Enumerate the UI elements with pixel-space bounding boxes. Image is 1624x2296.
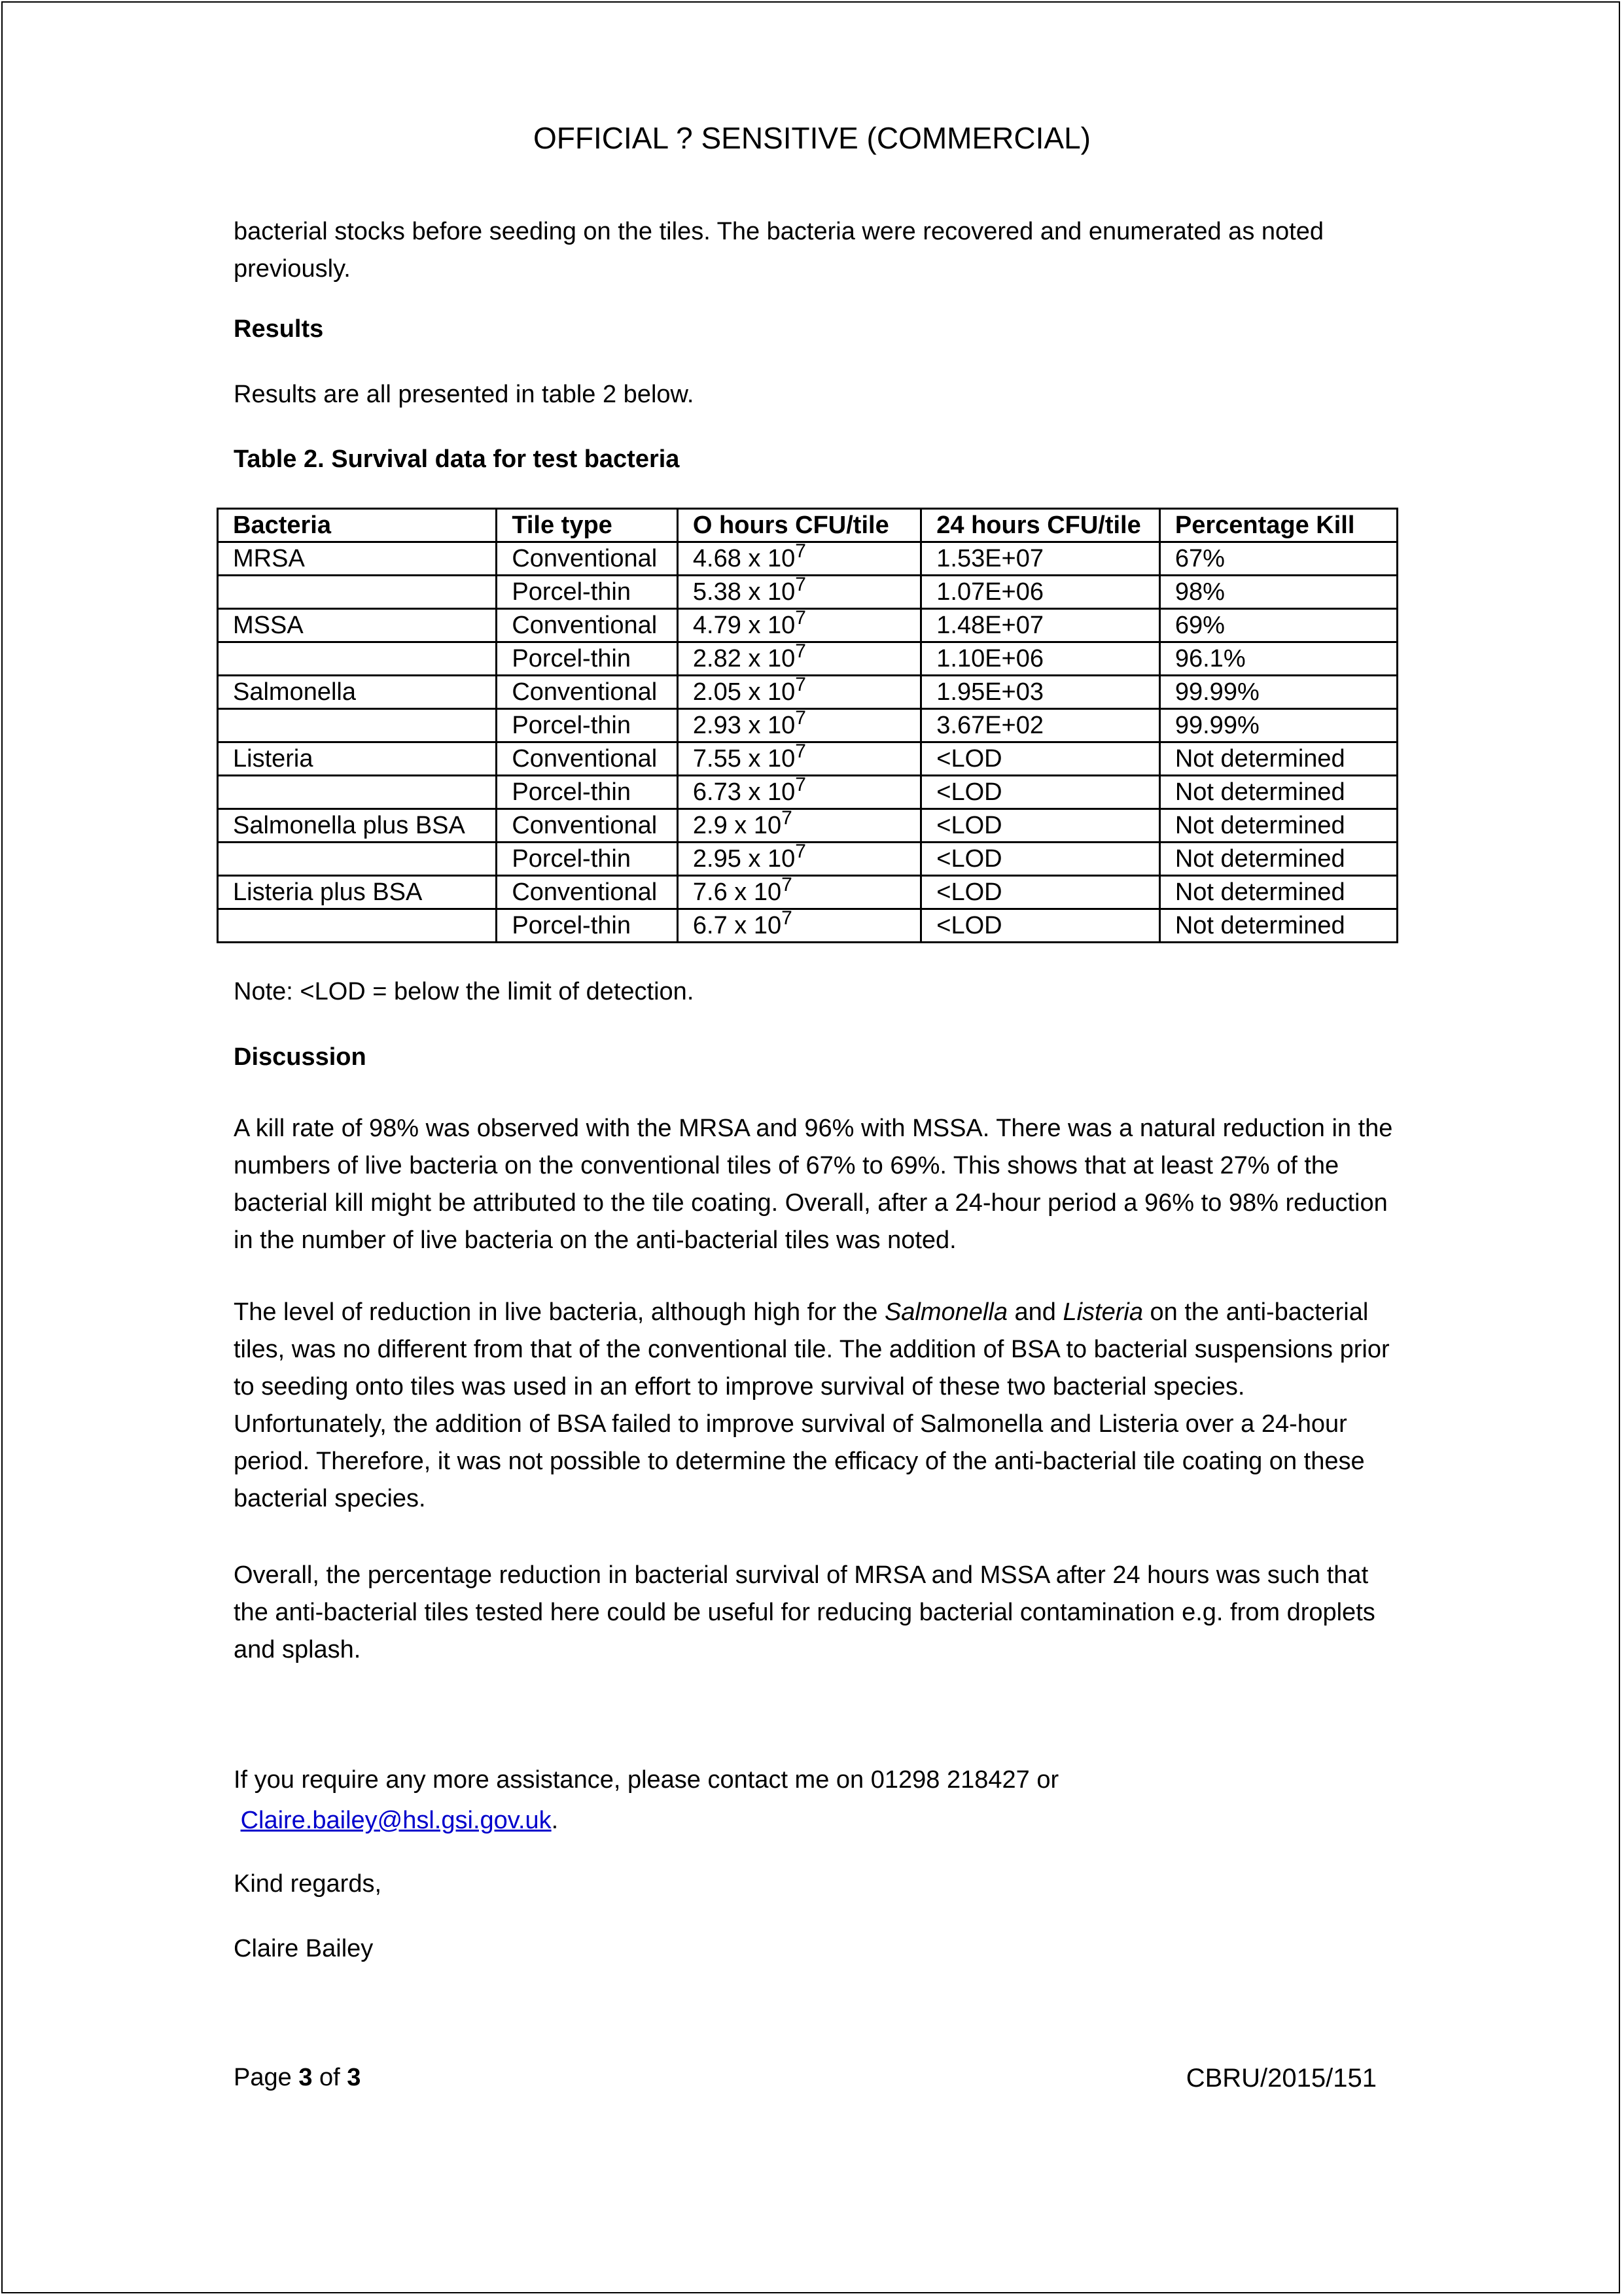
cell-percentage-kill [1159,742,1397,776]
cell-value: 2.05 x 10 [692,678,796,706]
cell-tile-type [497,609,678,642]
species-listeria: Listeria [1063,1298,1143,1326]
cell-value: <LOD [936,878,1002,906]
cell-percentage-kill [1159,776,1397,809]
page-prefix: Page [234,2064,299,2091]
cell-value: Conventional [512,878,658,906]
table-header-row [218,509,1398,542]
signatory-name: Claire Bailey [234,1935,374,1962]
cell-cfu-24h [921,542,1160,576]
cell-bacteria [218,576,497,609]
exponent-mark: 7 [781,807,792,829]
cell-cfu-0h [677,673,921,709]
exponent-mark: 7 [795,740,806,762]
cell-value: Porcel-thin [512,711,631,739]
cell-value: 2.82 x 10 [692,644,796,672]
contact-trailing: . [551,1807,559,1834]
cell-tile-type [497,742,678,776]
page-total: 3 [347,2064,361,2091]
cell-value: 67% [1174,544,1225,572]
results-paragraph: Results are all presented in table 2 below. [234,381,694,408]
cell-value: Conventional [512,544,658,572]
cell-bacteria [218,809,497,843]
cell-value: 1.53E+07 [936,544,1044,572]
cell-tile-type [497,776,678,809]
cell-value: Salmonella [233,678,356,706]
cell-percentage-kill [1159,809,1397,843]
cell-cfu-24h [921,742,1160,776]
col-header-bacteria: Bacteria [218,509,497,542]
closing-regards: Kind regards, [234,1870,382,1898]
email-link[interactable]: Claire.bailey@hsl.gsi.gov.uk [240,1807,552,1834]
cell-value: 1.95E+03 [936,678,1044,706]
cell-cfu-0h [677,873,921,909]
table-row [218,742,1398,776]
cell-cfu-24h [921,609,1160,642]
table-row [218,809,1398,843]
cell-cfu-0h [677,840,921,876]
cell-cfu-0h [677,606,921,642]
cell-cfu-24h [921,709,1160,742]
exponent-mark: 7 [795,606,806,629]
cell-cfu-24h [921,843,1160,876]
cell-cfu-24h [921,642,1160,676]
table-caption: Table 2. Survival data for test bacteria [234,445,680,473]
exponent-mark: 7 [795,540,806,562]
cell-bacteria [218,542,497,576]
cell-bacteria [218,909,497,943]
cell-value: 2.95 x 10 [692,844,796,873]
cell-cfu-24h [921,809,1160,843]
cell-cfu-24h [921,876,1160,909]
document-reference: CBRU/2015/151 [1186,2064,1377,2093]
cell-value: 1.07E+06 [936,578,1044,606]
exponent-mark: 7 [795,573,806,595]
cell-value: <LOD [936,844,1002,873]
cell-value: <LOD [936,778,1002,806]
discussion-heading: Discussion [234,1043,366,1071]
cell-value: <LOD [936,744,1002,773]
classification-header: OFFICIAL ? SENSITIVE (COMMERCIAL) [533,121,1091,155]
discussion-paragraph-1: A kill rate of 98% was observed with the MRSA and 96% with MSSA. There was a natural reduction in the numbers of live bacteria on the conventional tiles of 67% to 69%. This shows that at least 27% of the bacterial kill might be attributed to the tile coating. Overall, after a 24-hour period a 96% to 98% reduction in the number of live bacteria on the anti-bacterial tiles was noted. [234,1115,1393,1254]
cell-value: 99.99% [1174,678,1260,706]
cell-value: 6.7 x 10 [692,911,782,939]
cell-value: Listeria [233,744,313,773]
table-row [218,642,1398,676]
cell-bacteria [218,609,497,642]
cell-value: Porcel-thin [512,911,631,939]
table-row [218,876,1398,909]
cell-cfu-0h [677,809,921,843]
cell-value: Conventional [512,678,658,706]
cell-percentage-kill [1159,642,1397,676]
cell-percentage-kill [1159,909,1397,943]
exponent-mark: 7 [795,673,806,695]
cell-bacteria [218,876,497,909]
discussion-text: The level of reduction in live bacteria, although high for the [234,1298,885,1326]
table-row [218,843,1398,876]
cell-value: 98% [1174,578,1225,606]
cell-cfu-24h [921,909,1160,943]
cell-bacteria [218,709,497,742]
cell-cfu-0h [677,542,921,576]
cell-value: MSSA [233,611,304,639]
cell-percentage-kill [1159,576,1397,609]
cell-value: 5.38 x 10 [692,578,796,606]
cell-value: 1.10E+06 [936,644,1044,672]
table-note: Note: <LOD = below the limit of detection. [234,978,694,1005]
page-current: 3 [298,2064,313,2091]
cell-value: Not determined [1174,744,1345,773]
cell-bacteria [218,742,497,776]
cell-value: Conventional [512,744,658,773]
cell-cfu-24h [921,576,1160,609]
cell-tile-type [497,709,678,742]
cell-value: 3.67E+02 [936,711,1044,739]
exponent-mark: 7 [781,907,792,929]
table-row [218,676,1398,709]
discussion-text: on the anti-bacterial tiles, was no different from that of the conventional tile. The addition of BSA to bacterial suspensions prior to seeding onto tiles was used in an effort to improve survival of these two bacterial species. Unfortunately, the addition of BSA failed to improve survival of Salmonella and Listeria over a 24-hour period. Therefore, it was not possible to determine the efficacy of the anti-bacterial tile coating on these bacterial species. [234,1298,1390,1512]
contact-text: If you require any more assistance, please contact me on 01298 218427 or [234,1766,1059,1794]
cell-tile-type [497,542,678,576]
cell-percentage-kill [1159,676,1397,709]
cell-value: Porcel-thin [512,778,631,806]
cell-cfu-0h [677,642,921,676]
cell-value: 99.99% [1174,711,1260,739]
cell-bacteria [218,776,497,809]
cell-value: 1.48E+07 [936,611,1044,639]
discussion-text: and [1007,1298,1063,1326]
results-heading: Results [234,315,324,343]
cell-cfu-0h [677,773,921,809]
cell-cfu-24h [921,776,1160,809]
cell-value: Not determined [1174,811,1345,839]
page-number [234,2064,361,2092]
cell-tile-type [497,676,678,709]
cell-percentage-kill [1159,609,1397,642]
table-row [218,542,1398,576]
cell-value: 96.1% [1174,644,1246,672]
cell-value: 7.55 x 10 [692,744,796,773]
cell-bacteria [218,642,497,676]
col-header-24h-cfu: 24 hours CFU/tile [921,509,1160,542]
cell-tile-type [497,642,678,676]
cell-cfu-0h [677,573,921,609]
contact-paragraph [234,1760,1398,1841]
intro-paragraph: bacterial stocks before seeding on the tiles. The bacteria were recovered and enumerated as noted previously. [234,218,1324,283]
cell-value: 6.73 x 10 [692,778,796,806]
cell-value: Not determined [1174,844,1345,873]
cell-value: Porcel-thin [512,844,631,873]
exponent-mark: 7 [795,773,806,795]
cell-value: Conventional [512,811,658,839]
table-row [218,609,1398,642]
cell-cfu-24h [921,676,1160,709]
table-row [218,576,1398,609]
cell-value: Porcel-thin [512,644,631,672]
cell-value: Conventional [512,611,658,639]
cell-value: Porcel-thin [512,578,631,606]
cell-tile-type [497,809,678,843]
exponent-mark: 7 [795,640,806,662]
survival-data-table [217,508,1398,943]
cell-value: Salmonella plus BSA [233,811,465,839]
cell-value: 4.79 x 10 [692,611,796,639]
cell-bacteria [218,676,497,709]
cell-tile-type [497,876,678,909]
table-row [218,776,1398,809]
exponent-mark: 7 [795,840,806,862]
cell-value: 69% [1174,611,1225,639]
table-row [218,909,1398,943]
cell-percentage-kill [1159,542,1397,576]
cell-value: <LOD [936,811,1002,839]
cell-percentage-kill [1159,876,1397,909]
cell-value: 2.9 x 10 [692,811,782,839]
cell-value: 4.68 x 10 [692,544,796,572]
cell-tile-type [497,576,678,609]
discussion-paragraph-2 [234,1294,1398,1518]
cell-cfu-0h [677,909,921,943]
page-of: of [312,2064,347,2091]
col-header-percentage-kill: Percentage Kill [1159,509,1397,542]
cell-value: Not determined [1174,911,1345,939]
cell-value: 7.6 x 10 [692,878,782,906]
exponent-mark: 7 [795,706,806,729]
species-salmonella: Salmonella [884,1298,1008,1326]
exponent-mark: 7 [781,873,792,896]
cell-value: <LOD [936,911,1002,939]
cell-tile-type [497,909,678,943]
cell-value: Not determined [1174,878,1345,906]
cell-percentage-kill [1159,843,1397,876]
cell-value: Listeria plus BSA [233,878,423,906]
cell-percentage-kill [1159,709,1397,742]
discussion-paragraph-3: Overall, the percentage reduction in bacterial survival of MRSA and MSSA after 24 hours was such that the anti-bacterial tiles tested here could be useful for reducing bacterial contamination e.g. from droplets and splash. [234,1561,1375,1663]
cell-value: MRSA [233,544,305,572]
cell-cfu-0h [677,742,921,776]
table-row [218,709,1398,742]
cell-cfu-0h [677,706,921,742]
cell-tile-type [497,843,678,876]
cell-value: 2.93 x 10 [692,711,796,739]
cell-value: Not determined [1174,778,1345,806]
col-header-tile-type: Tile type [497,509,678,542]
col-header-0h-cfu: O hours CFU/tile [677,509,921,542]
cell-bacteria [218,843,497,876]
